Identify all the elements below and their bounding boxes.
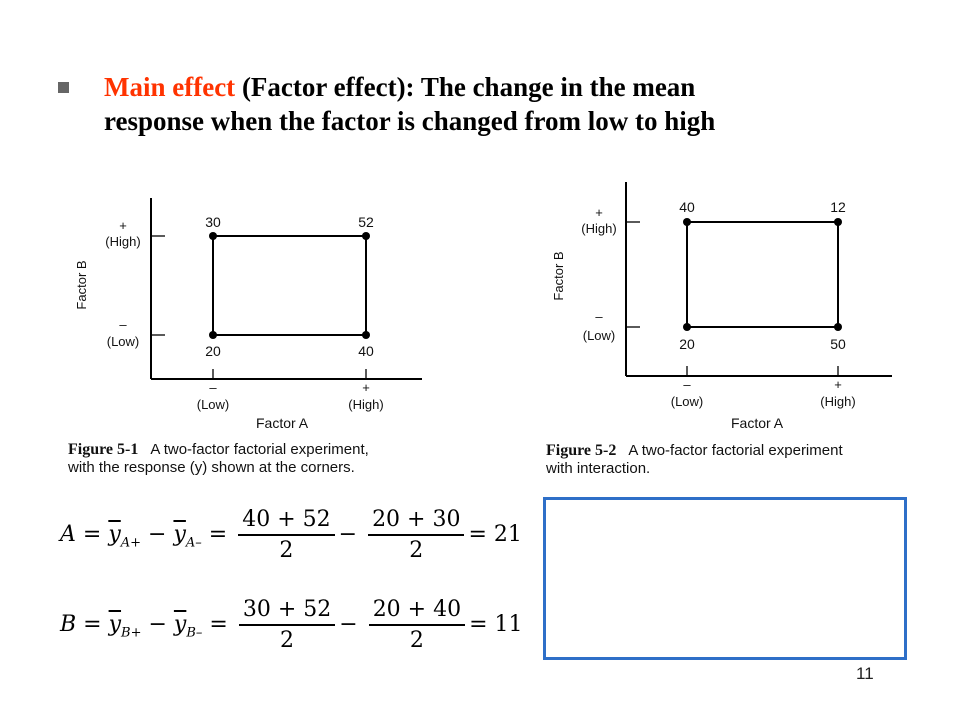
sub-plus: A+ <box>120 535 142 551</box>
x-low-sign: – <box>209 380 217 395</box>
eq-result: 11 <box>494 612 523 637</box>
page-number: 11 <box>856 664 874 683</box>
y-low-sign: – <box>119 317 127 332</box>
response-square <box>213 236 366 335</box>
corner-value-bl: 20 <box>205 343 221 359</box>
figure-5-2-caption <box>546 442 906 478</box>
denominator: 2 <box>409 628 424 653</box>
caption-label: Figure 5-1 <box>68 441 139 458</box>
response-square <box>687 222 838 327</box>
numerator: 40 + 52 <box>238 507 334 536</box>
bullet-line2: response when the factor is changed from low to high <box>104 106 716 136</box>
fraction-high <box>238 507 334 563</box>
eq-result: 21 <box>493 522 522 547</box>
fraction-low <box>368 507 464 563</box>
corner-point-tr <box>834 218 842 226</box>
ybar-minus: $\overline{y}$ <box>173 522 186 547</box>
corner-value-br: 50 <box>830 336 846 352</box>
caption-label: Figure 5-2 <box>546 442 617 459</box>
figure-5-1 <box>60 190 440 422</box>
caption-line2: with the response (y) shown at the corners. <box>68 459 355 476</box>
y-axis-title: Factor B <box>74 260 89 310</box>
numerator: 20 + 30 <box>368 507 464 536</box>
x-high-label: (High) <box>820 394 856 409</box>
corner-value-tl: 30 <box>205 214 221 230</box>
y-high-sign: + <box>119 218 127 233</box>
x-low-sign: – <box>683 377 691 392</box>
corner-value-br: 40 <box>358 343 374 359</box>
x-axis-title-text: Factor A <box>256 415 309 431</box>
bullet-line1: (Factor effect): The change in the mean <box>235 72 696 102</box>
y-low-sign: – <box>595 309 603 324</box>
equation-main-effect-a: $A = \overline{y}_{A+} - \overline{y}_{A-}$ = $\frac{40 + 52}{2}$ − $\frac{20 + 30}{2}$ = 21 <box>60 507 522 563</box>
x-low-label: (Low) <box>670 394 704 409</box>
eq-lhs: B <box>60 612 77 637</box>
corner-point-bl <box>209 331 217 339</box>
y-low-label: (Low) <box>582 328 616 343</box>
ybar-minus: $\overline{y}$ <box>173 612 187 637</box>
y-low-label: (Low) <box>106 334 140 349</box>
equation-main-effect-b: $B = \overline{y}_{B+} - \overline{y}_{B-}$ = $\frac{30 + 52}{2}$ − $\frac{20 + 40}{2}$ = 11 <box>60 597 523 653</box>
corner-point-tr <box>362 232 370 240</box>
answer-box <box>543 497 907 660</box>
corner-value-bl: 20 <box>679 336 695 352</box>
denominator: 2 <box>280 628 295 653</box>
denominator: 2 <box>409 538 424 563</box>
ybar-plus: $\overline{y}$ <box>108 522 121 547</box>
fraction-high <box>239 597 335 653</box>
eq-lhs: A <box>60 522 76 547</box>
corner-value-tl: 40 <box>679 199 695 215</box>
corner-value-tr: 52 <box>358 214 374 230</box>
x-high-label: (High) <box>348 397 384 412</box>
corner-point-br <box>362 331 370 339</box>
figure-5-1-caption <box>68 441 438 477</box>
x-axis-title-fig1 <box>256 414 308 432</box>
sub-plus: B+ <box>121 625 142 641</box>
main-effect-term: Main effect <box>104 72 236 102</box>
corner-point-tl <box>683 218 691 226</box>
figure-5-2 <box>540 176 910 412</box>
fraction-low <box>369 597 465 653</box>
ybar-plus: $\overline{y}$ <box>108 612 122 637</box>
caption-line2: with interaction. <box>546 460 651 477</box>
x-low-label: (Low) <box>196 397 230 412</box>
numerator: 30 + 52 <box>239 597 335 626</box>
x-axis-title-text: Factor A <box>731 415 784 431</box>
y-high-sign: + <box>595 205 603 220</box>
y-axis-title: Factor B <box>551 251 566 301</box>
sub-minus: B– <box>186 625 203 641</box>
x-high-sign: + <box>362 380 370 395</box>
corner-value-tr: 12 <box>830 199 846 215</box>
caption-line1: A two-factor factorial experiment, <box>150 441 369 458</box>
sub-minus: A– <box>185 535 202 551</box>
corner-point-br <box>834 323 842 331</box>
y-high-label: (High) <box>581 221 617 236</box>
bullet-text <box>104 70 904 138</box>
corner-point-tl <box>209 232 217 240</box>
x-high-sign: + <box>834 377 842 392</box>
denominator: 2 <box>279 538 294 563</box>
bullet-marker <box>58 82 69 93</box>
y-high-label: (High) <box>105 234 141 249</box>
caption-line1: A two-factor factorial experiment <box>628 442 843 459</box>
x-axis-title-fig2 <box>731 414 783 432</box>
corner-point-bl <box>683 323 691 331</box>
numerator: 20 + 40 <box>369 597 465 626</box>
